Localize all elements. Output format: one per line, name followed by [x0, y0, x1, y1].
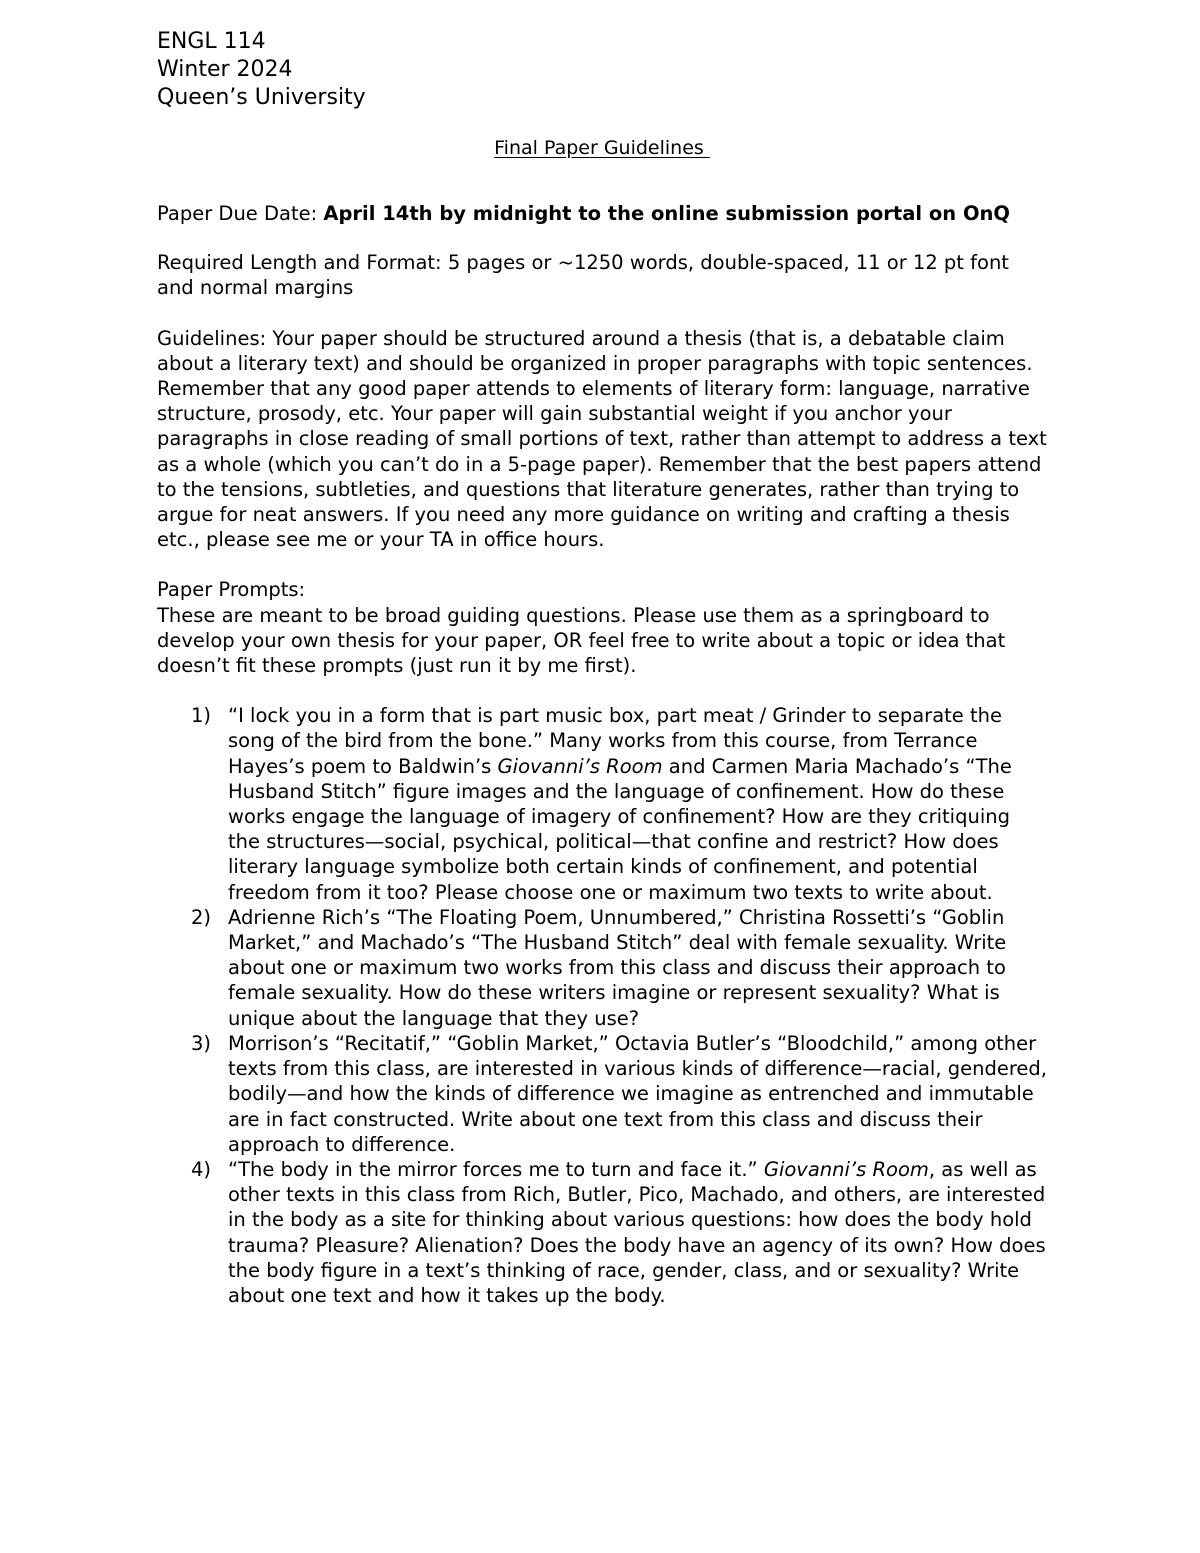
length-format-paragraph: Required Length and Format: 5 pages or ~1250 words, double-spaced, 11 or 12 pt font and normal margins [157, 251, 1009, 300]
university-name: Queen’s University [157, 85, 366, 110]
prompt-number: 3) [191, 1031, 212, 1055]
prompt-text: “I lock you in a form that is part music box, part meat / Grinder to separate the song of the bird from the bone.” Many works from this course, from Terrance Hayes’s poem to Baldwin’s [228, 704, 1002, 778]
prompts-list [157, 703, 1047, 1308]
prompt-text: Morrison’s “Recitatif,” “Goblin Market,” Octavia Butler’s “Bloodchild,” among other texts from this class, are interested in various kinds of difference—racial, gendered, bodily—and how the kinds of difference we imagine as entrenched and immutable are in fact constructed. Write about one text from this class and discuss their approach to difference. [228, 1031, 1047, 1156]
due-date-label: Paper Due Date: [157, 202, 324, 225]
course-code: ENGL 114 [157, 29, 266, 54]
due-date-value: April 14th by midnight to the online submission portal on OnQ [323, 202, 1010, 225]
guidelines-paragraph: Guidelines: Your paper should be structured around a thesis (that is, a debatable claim about a literary text) and should be organized in proper paragraphs with topic sentences. Remember that any good paper attends to elements of literary form: language, narrative structure, prosody, etc. Your paper will gain substantial weight if you anchor your paragraphs in close reading of small portions of text, rather than attempt to address a text as a whole (which you can’t do in a 5-page paper). Remember that the best papers attend to the tensions, subtleties, and questions that literature generates, rather than trying to argue for neat answers. If you need any more guidance on writing and crafting a thesis etc., please see me or your TA in office hours. [157, 326, 1047, 552]
due-date-paragraph [157, 201, 1047, 226]
prompt-text-italic: Giovanni’s Room [763, 1157, 929, 1181]
document-title-text: Final Paper Guidelines [494, 137, 710, 159]
prompt-text-continued: , as well as other texts in this class from Rich, Butler, Pico, Machado, and others, are interested in the body as a site for thinking about various questions: how does the body hold trauma? Pleasure? Alienation? Does the body have an agency of its own? How does the body figure in a text’s thinking of race, gender, class, and or sexuality? Write about one text and how it takes up the body. [228, 1157, 1046, 1307]
prompt-number: 4) [191, 1157, 212, 1181]
prompt-text: Adrienne Rich’s “The Floating Poem, Unnumbered,” Christina Rossetti’s “Goblin Market,” and Machado’s “The Husband Stitch” deal with female sexuality. Write about one or maximum two works from this class and discuss their approach to female sexuality. How do these writers imagine or represent sexuality? What is unique about the language that they use? [228, 905, 1007, 1030]
course-term: Winter 2024 [157, 57, 293, 82]
document-page [157, 28, 1047, 1308]
prompt-item-4 [157, 1157, 1047, 1308]
prompt-number: 2) [191, 905, 212, 929]
prompts-heading: Paper Prompts: [157, 578, 306, 602]
prompt-text-italic: Giovanni’s Room [497, 754, 663, 778]
prompt-number: 1) [191, 704, 212, 728]
course-header [157, 28, 1047, 112]
prompts-intro: These are meant to be broad guiding questions. Please use them as a springboard to develop your own thesis for your paper, OR feel free to write about a topic or idea that doesn’t fit these prompts (just run it by me first). [157, 603, 1006, 678]
document-title [157, 135, 1047, 161]
prompt-item-3 [157, 1031, 1047, 1157]
prompt-item-1 [157, 703, 1047, 905]
prompt-text-continued: and Carmen Maria Machado’s “The Husband Stitch” figure images and the language of confinement. How do these works engage the language of imagery of confinement? How are they critiquing the structures—social, psychical, political—that confine and restrict? How does literary language symbolize both certain kinds of confinement, and potential freedom from it too? Please choose one or maximum two texts to write about. [228, 754, 1012, 904]
prompt-text: “The body in the mirror forces me to turn and face it.” [228, 1157, 764, 1181]
prompt-item-2 [157, 905, 1047, 1031]
